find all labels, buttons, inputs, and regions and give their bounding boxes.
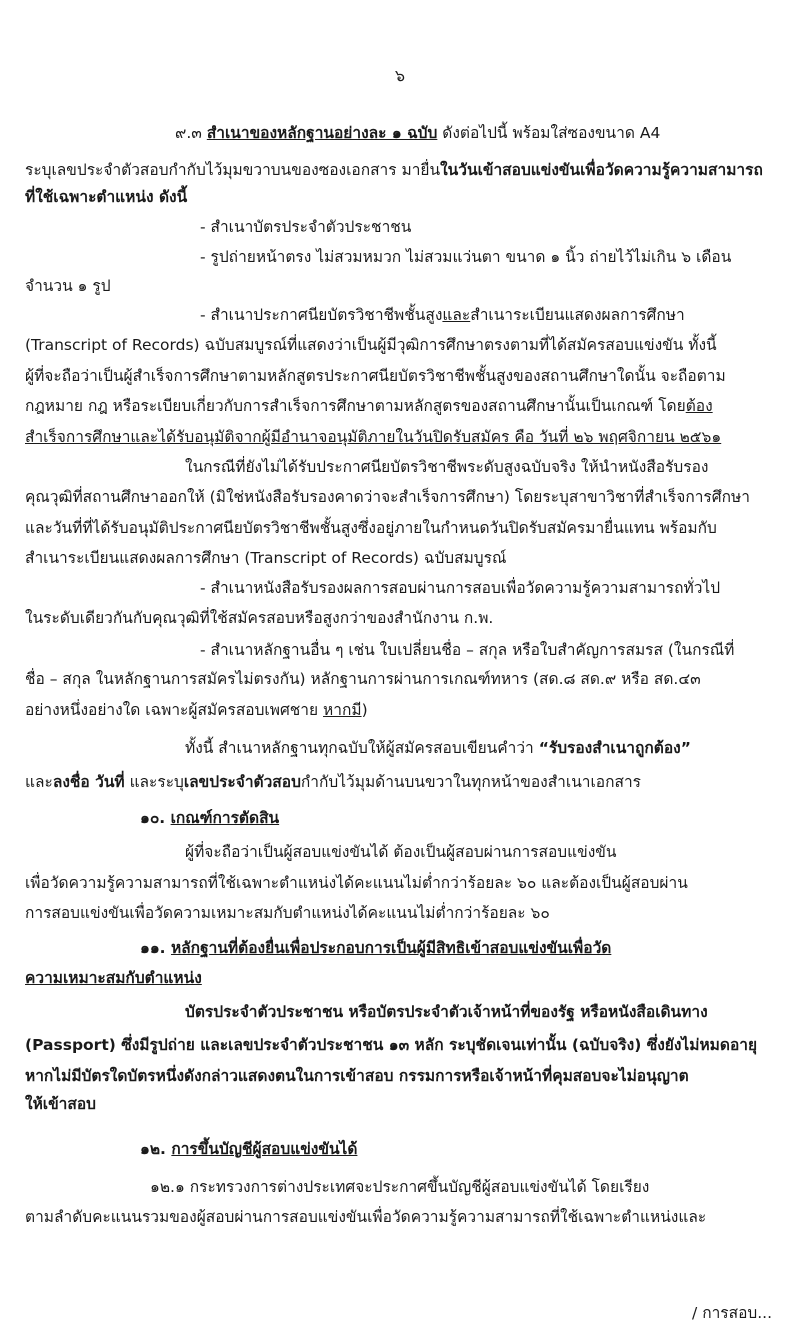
text-segment: ) [361, 701, 368, 719]
text-line [25, 1094, 96, 1114]
text-segment: - รูปถ่ายหน้าตรง ไม่สวมหมวก ไม่สวมแว่นตา ขนาด ๑ นิ้ว ถ่ายไว้ไม่เกิน ๖ เดือน [200, 248, 732, 266]
bold-text: ๑๐. [140, 809, 171, 827]
text-line [200, 640, 734, 660]
text-segment: จำนวน ๑ รูป [25, 277, 111, 295]
text-line [25, 1066, 689, 1086]
text-line [25, 366, 726, 386]
text-segment: กฎหมาย กฎ หรือระเบียบเกี่ยวกับการสำเร็จการศึกษาตามหลักสูตรของสถานศึกษานั้นเป็นเกณฑ์ โดย [25, 397, 686, 415]
text-segment: และระบุ [124, 773, 184, 791]
text-line [25, 669, 701, 689]
text-segment: สำเนาระเบียนแสดงผลการศึกษา [470, 306, 685, 324]
text-line [140, 808, 279, 828]
bold-underlined-text: การขึ้นบัญชีผู้สอบแข่งขันได้ [171, 1140, 358, 1158]
text-segment: ชื่อ – สกุล ในหลักฐานการสมัครไม่ตรงกัน) หลักฐานการผ่านการเกณฑ์ทหาร (สด.๘ สด.๙ หรือ สด.๔๓ [25, 670, 701, 688]
text-line [140, 1139, 357, 1159]
text-segment: ผู้ที่จะถือว่าเป็นผู้สำเร็จการศึกษาตามหลักสูตรประกาศนียบัตรวิชาชีพชั้นสูงของสถานศึกษาใดนั้น จะถือตาม [25, 367, 726, 385]
text-segment: - สำเนาหลักฐานอื่น ๆ เช่น ใบเปลี่ยนชื่อ – สกุล หรือใบสำคัญการสมรส (ในกรณีที่ [200, 641, 735, 659]
bold-text: “รับรองสำเนาถูกต้อง” [538, 739, 691, 757]
text-segment: ระบุเลขประจำตัวสอบกำกับไว้มุมขวาบนของซองเอกสาร มายื่น [25, 161, 441, 179]
text-segment: และวันที่ที่ได้รับอนุมัติประกาศนียบัตรวิชาชีพชั้นสูงซึ่งอยู่ภายในกำหนดวันปิดรับสมัครมายื่นแทน พร้อมกับ [25, 519, 717, 537]
text-line [25, 396, 713, 416]
text-segment: ๙.๓ [175, 124, 207, 142]
text-line [25, 487, 750, 507]
bold-underlined-text: ความเหมาะสมกับตำแหน่ง [25, 969, 202, 987]
text-segment: การสอบแข่งขันเพื่อวัดความเหมาะสมกับตำแหน่งได้คะแนนไม่ต่ำกว่าร้อยละ ๖๐ [25, 904, 550, 922]
bold-text: ๑๒. [140, 1140, 172, 1158]
text-line [25, 160, 763, 180]
text-segment: กำกับไว้มุมด้านบนขวาในทุกหน้าของสำเนาเอกสาร [300, 773, 641, 791]
text-line [25, 548, 506, 568]
bold-text: (Passport) ซึ่งมีรูปถ่าย และเลขประจำตัวประชาชน ๑๓ หลัก ระบุชัดเจนเท่านั้น (ฉบับจริง) ซึ่งยังไม่หมดอายุ [25, 1036, 758, 1054]
text-line [185, 457, 708, 477]
bold-text: ๑๑. [140, 939, 171, 957]
bold-text: ลงชื่อ วันที่ [52, 773, 125, 791]
page-number: ๖ [394, 66, 406, 85]
bold-text: เลขประจำตัวสอบ [183, 773, 301, 791]
text-line [25, 700, 368, 720]
underlined-text: สำเร็จการศึกษาและได้รับอนุมัติจากผู้มีอำนาจอนุมัติภายในวันปิดรับสมัคร คือ วันที่ ๒๖ พฤศจิกายน ๒๕๖๑ [25, 428, 722, 446]
text-segment: - สำเนาประกาศนียบัตรวิชาชีพชั้นสูง [200, 306, 443, 324]
text-segment: (Transcript of Records) ฉบับสมบูรณ์ที่แสดงว่าเป็นผู้มีวุฒิการศึกษาตรงตามที่ได้สมัครสอบแข่งขัน ทั้งนี้ [25, 336, 717, 354]
text-segment: คุณวุฒิที่สถานศึกษาออกให้ (มิใช่หนังสือรับรองคาดว่าจะสำเร็จการศึกษา) โดยระบุสาขาวิชาที่สำเร็จการศึกษา [25, 488, 750, 506]
text-segment: ในระดับเดียวกันกับคุณวุฒิที่ใช้สมัครสอบหรือสูงกว่าของสำนักงาน ก.พ. [25, 609, 494, 627]
text-line [200, 578, 720, 598]
text-line [25, 276, 111, 296]
underlined-text: ต้อง [685, 397, 713, 415]
continuation-footer: / การสอบ... [692, 1304, 772, 1322]
text-segment: สำเนาระเบียนแสดงผลการศึกษา (Transcript of Records) ฉบับสมบูรณ์ [25, 549, 507, 567]
text-line [25, 187, 187, 207]
text-line [200, 217, 411, 237]
text-segment: อย่างหนึ่งอย่างใด เฉพาะผู้สมัครสอบเพศชาย [25, 701, 324, 719]
text-line [25, 968, 202, 988]
underlined-text: และ [442, 306, 471, 324]
text-line [185, 738, 691, 758]
text-line [200, 247, 731, 267]
bold-underlined-text: เกณฑ์การตัดสิน [170, 809, 280, 827]
text-line [25, 873, 688, 893]
text-line [25, 772, 641, 792]
text-line [185, 1002, 708, 1022]
text-line [175, 123, 660, 143]
text-line [25, 427, 721, 447]
text-line [185, 842, 616, 862]
text-segment: และ [25, 773, 53, 791]
underlined-text: หากมี [323, 701, 362, 719]
text-segment: - สำเนาหนังสือรับรองผลการสอบผ่านการสอบเพื่อวัดความรู้ความสามารถทั่วไป [200, 579, 721, 597]
bold-text: ให้เข้าสอบ [25, 1095, 96, 1113]
text-segment: ตามลำดับคะแนนรวมของผู้สอบผ่านการสอบแข่งขันเพื่อวัดความรู้ความสามารถที่ใช้เฉพาะตำแหน่งและ [25, 1208, 707, 1226]
bold-text: ที่ใช้เฉพาะตำแหน่ง ดังนี้ [25, 188, 188, 206]
bold-underlined-text: หลักฐานที่ต้องยื่นเพื่อประกอบการเป็นผู้มีสิทธิเข้าสอบแข่งขันเพื่อวัด [170, 939, 612, 957]
text-line [200, 305, 685, 325]
text-segment: - สำเนาบัตรประจำตัวประชาชน [200, 218, 412, 236]
text-segment: ผู้ที่จะถือว่าเป็นผู้สอบแข่งขันได้ ต้องเป็นผู้สอบผ่านการสอบแข่งขัน [185, 843, 617, 861]
text-segment: ๑๒.๑ กระทรวงการต่างประเทศจะประกาศขึ้นบัญชีผู้สอบแข่งขันได้ โดยเรียง [150, 1178, 650, 1196]
text-segment: ทั้งนี้ สำเนาหลักฐานทุกฉบับให้ผู้สมัครสอบเขียนคำว่า [185, 739, 539, 757]
text-line [25, 1207, 706, 1227]
bold-underlined-text: สำเนาของหลักฐานอย่างละ ๑ ฉบับ [206, 124, 438, 142]
text-segment: ดังต่อไปนี้ พร้อมใส่ซองขนาด A4 [437, 124, 661, 142]
text-line [150, 1177, 649, 1197]
text-line [140, 938, 611, 958]
bold-text: หากไม่มีบัตรใดบัตรหนึ่งดังกล่าวแสดงตนในการเข้าสอบ กรรมการหรือเจ้าหน้าที่คุมสอบจะไม่อนุญาต [25, 1067, 689, 1085]
text-line [25, 903, 550, 923]
text-line [25, 1035, 757, 1055]
text-segment: ในกรณีที่ยังไม่ได้รับประกาศนียบัตรวิชาชีพระดับสูงฉบับจริง ให้นำหนังสือรับรอง [185, 458, 709, 476]
text-line [25, 518, 717, 538]
text-segment: เพื่อวัดความรู้ความสามารถที่ใช้เฉพาะตำแหน่งได้คะแนนไม่ต่ำกว่าร้อยละ ๖๐ และต้องเป็นผู้สอบผ่าน [25, 874, 688, 892]
bold-text: ในวันเข้าสอบแข่งขันเพื่อวัดความรู้ความสามารถ [440, 161, 763, 179]
text-line [25, 335, 717, 355]
bold-text: บัตรประจำตัวประชาชน หรือบัตรประจำตัวเจ้าหน้าที่ของรัฐ หรือหนังสือเดินทาง [185, 1003, 708, 1021]
text-line [25, 608, 493, 628]
